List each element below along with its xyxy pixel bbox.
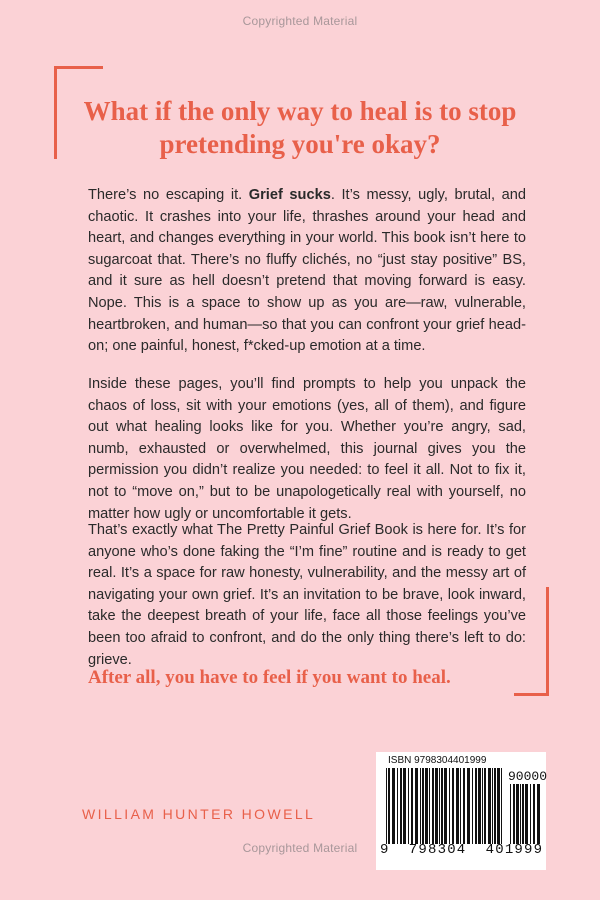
barcode-addon-bars (510, 784, 542, 844)
isbn-label: ISBN 9798304401999 (388, 755, 487, 766)
body-paragraph-2: Inside these pages, you’ll find prompts to help you unpack the chaos of loss, sit with your emotions (yes, all of them), and figure out what healing looks like for you. Whether you’re angry, sad, numb, exhausted or overwhelmed, this journal gives you the permission you didn’t realize you needed: to feel it all. Not to fix it, not to “move on,” but to be unapologetically real with yourself, no matter how ugly or uncomfortable it gets. (88, 376, 526, 522)
corner-bracket-bottom-right (514, 587, 549, 696)
isbn-digits: 9 798304 401999 (380, 842, 544, 858)
body-paragraph-3: That’s exactly what The Pretty Painful Grief Book is here for. It’s for anyone who’s done faking the “I’m fine” routine and is ready to get real. It’s a space for raw honesty, vulnerability, and the messy art of navigating your own grief. It’s an invitation to be brave, look inward, take the deepest breath of your life, face all those feelings you’ve been too afraid to confront, and do the only thing there’s left to do: grieve. (88, 522, 526, 668)
body-paragraph-1 (88, 185, 526, 358)
author-name: WILLIAM HUNTER HOWELL (82, 806, 316, 822)
copyright-watermark-top: Copyrighted Material (242, 14, 358, 28)
closing-line: After all, you have to feel if you want to heal. (88, 667, 451, 688)
copyright-watermark-bottom: Copyrighted Material (242, 841, 358, 855)
paragraph-1-rest: . It’s messy, ugly, brutal, and chaotic. It crashes into your life, thrashes around your head and heart, and changes everything in your world. This book isn’t here to sugarcoat that. There’s no fluffy clichés, no “just stay positive” BS, and it sure as hell doesn’t pretend that moving forward is easy. Nope. This is a space to show up as you are—raw, vulnerable, heartbroken, and human—so that you can confront your grief head-on; one painful, honest, f*cked-up emotion at a time. (88, 187, 527, 355)
paragraph-1-intro: There’s no escaping it. (88, 187, 249, 203)
headline: What if the only way to heal is to stop pretending you're okay? (83, 96, 517, 159)
price-code: 90000 (508, 769, 548, 784)
barcode-main-bars (386, 768, 504, 844)
paragraph-1-emphasis: Grief sucks (248, 187, 331, 203)
